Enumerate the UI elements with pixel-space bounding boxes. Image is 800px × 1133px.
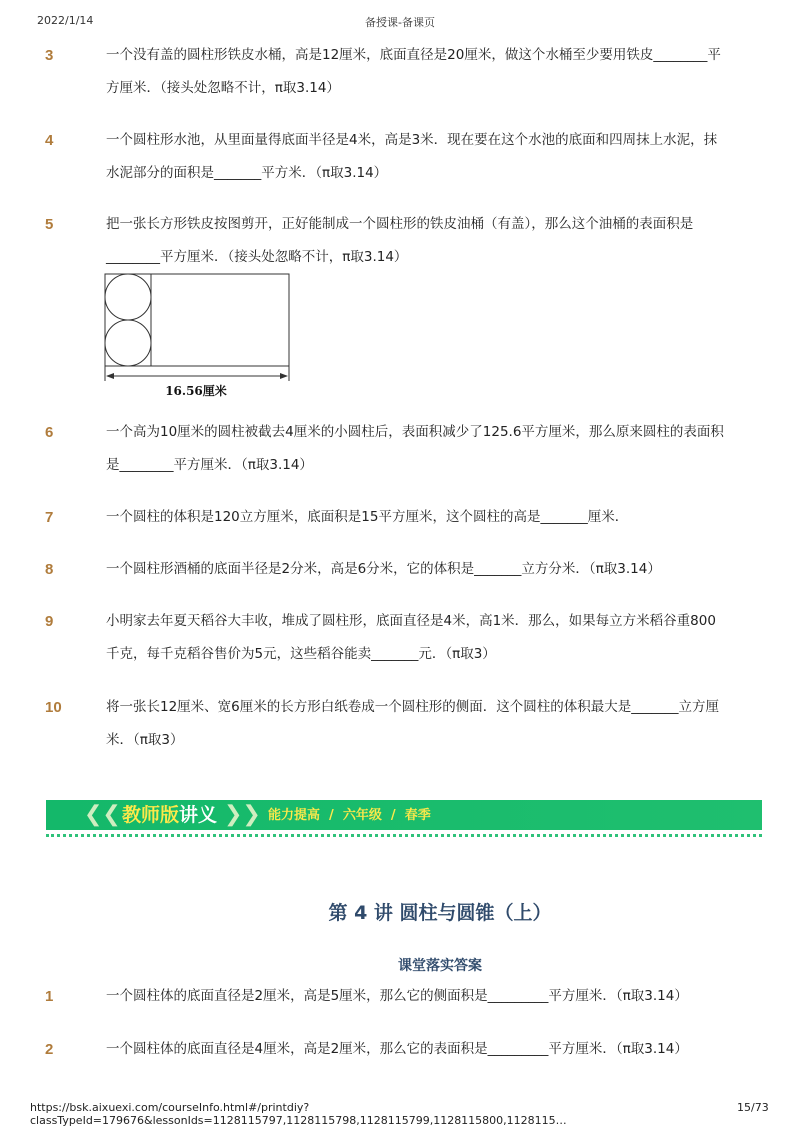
question-number: 7 — [45, 509, 54, 526]
top-circle — [105, 274, 151, 320]
question-number: 10 — [45, 699, 62, 716]
question-number: 1 — [45, 988, 54, 1005]
length-label: 16.56厘米 — [165, 384, 227, 398]
footer-page-number: 15/73 — [737, 1101, 769, 1114]
question-text: 一个圆柱体的底面直径是2厘米，高是5厘米，那么它的侧面积是_________平方厘米．（π取3.14） — [106, 988, 688, 1004]
question-text: 一个圆柱体的底面直径是4厘米，高是2厘米，那么它的表面积是_________平方厘米．（π取3.14） — [106, 1041, 688, 1057]
double-chevron-left-icon: ❮❮ — [84, 802, 121, 827]
bottom-circle — [105, 320, 151, 366]
banner-subtitle: 能力提高 / 六年级 / 春季 — [268, 808, 431, 823]
lecture-title: 第 4 讲 圆柱与圆锥（上） — [328, 902, 552, 924]
question-text: 一个圆柱的体积是120立方厘米，底面积是15平方厘米，这个圆柱的高是_______厘米． — [106, 509, 629, 525]
banner-title: 教师版讲义 — [122, 804, 218, 826]
double-chevron-right-icon: ❯❯ — [224, 802, 261, 827]
question-text: 一个圆柱形酒桶的底面半径是2分米，高是6分米，它的体积是_______立方分米．（π取3.14） — [106, 561, 661, 577]
left-arrowhead — [106, 373, 114, 379]
question-text: 一个圆柱形水池，从里面量得底面半径是4米，高是3米．现在要在这个水池的底面和四周抹上水泥，抹水泥部分的面积是_______平方米．（π取3.14） — [106, 132, 718, 181]
question-number: 4 — [45, 132, 54, 149]
header-date: 2022/1/14 — [37, 14, 94, 27]
section-title: 课堂落实答案 — [398, 958, 482, 974]
question-number: 9 — [45, 613, 54, 630]
right-arrowhead — [280, 373, 288, 379]
question-number: 2 — [45, 1041, 54, 1058]
question-number: 8 — [45, 561, 54, 578]
banner-dotted-divider — [46, 834, 762, 837]
question-text: 小明家去年夏天稻谷大丰收，堆成了圆柱形，底面直径是4米，高1米．那么，如果每立方米稻谷重800千克，每千克稻谷售价为5元，这些稻谷能卖_______元．（π取3） — [106, 613, 716, 662]
question-text: 将一张长12厘米、宽6厘米的长方形白纸卷成一个圆柱形的侧面．这个圆柱的体积最大是_______立方厘米．（π取3） — [106, 699, 720, 748]
question-text: 一个没有盖的圆柱形铁皮水桶，高是12厘米，底面直径是20厘米，做这个水桶至少要用铁皮________平方厘米．（接头处忽略不计，π取3.14） — [106, 47, 721, 96]
question-text: 把一张长方形铁皮按图剪开，正好能制成一个圆柱形的铁皮油桶（有盖），那么这个油桶的表面积是________平方厘米．（接头处忽略不计，π取3.14） — [106, 216, 694, 265]
question-number: 6 — [45, 424, 54, 441]
sheet-cutting-figure — [104, 273, 294, 403]
question-number: 5 — [45, 216, 54, 233]
footer-url: https://bsk.aixuexi.com/courseInfo.html#/printdiy?classTypeId=179676&lessonIds=1128115797,1128115798,1128115799,1128115800,1128115… — [30, 1101, 567, 1127]
question-number: 3 — [45, 47, 54, 64]
header-title: 备授课-备课页 — [365, 16, 435, 29]
question-text: 一个高为10厘米的圆柱被截去4厘米的小圆柱后，表面积减少了125.6平方厘米，那么原来圆柱的表面积是________平方厘米．（π取3.14） — [106, 424, 724, 473]
teacher-edition-banner — [46, 800, 762, 830]
